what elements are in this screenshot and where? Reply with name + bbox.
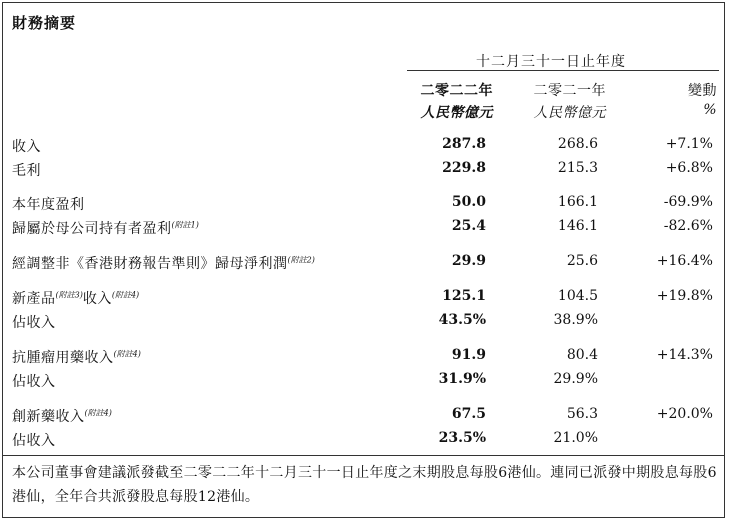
prior-year-value: 21.0% (553, 430, 598, 446)
current-year-value: 125.1 (442, 288, 486, 304)
table-row (0, 430, 723, 452)
prior-year-value: 80.4 (566, 347, 598, 363)
prior-year-value: 56.3 (566, 406, 598, 422)
row-note-2: (附註4) (111, 290, 140, 300)
change-value: +19.8% (656, 288, 713, 304)
table-row (0, 194, 723, 216)
footer-divider (2, 455, 725, 456)
prior-year-value: 25.6 (566, 253, 598, 269)
current-year-value: 29.9 (451, 253, 486, 269)
period-header: 十二月三十一日止年度 (476, 54, 626, 70)
row-label: 經調整非《香港財務報告準則》歸母淨利潤$^{(附註2)}$ (12, 255, 315, 272)
current-year-value: 23.5% (438, 430, 486, 446)
row-note: (附註2) (287, 255, 315, 265)
dividend-note: 本公司董事會建議派發截至二零二二年十二月三十一日止年度之末期股息每股6港仙。連同已派發中期股息每股6港仙，全年合共派發股息每股12港仙。 (12, 465, 717, 505)
current-year-value: 50.0 (451, 194, 486, 210)
change-value: -82.6% (663, 218, 713, 234)
table-row (0, 136, 723, 158)
page-title: 財務摘要 (12, 14, 77, 32)
row-label: 佔收入 (12, 315, 56, 331)
prior-year-value: 268.6 (557, 136, 598, 152)
change-value: +16.4% (656, 253, 713, 269)
current-unit-header: 人民幣億元 (420, 105, 493, 121)
change-value: +7.1% (665, 136, 713, 152)
table-row (0, 218, 723, 240)
table-row (0, 347, 723, 369)
row-note: (附註4) (84, 408, 112, 418)
current-year-value: 91.9 (451, 347, 486, 363)
prior-year-value: 146.1 (557, 218, 598, 234)
row-label: 新產品$^{(附註3)}$收入$^{(附註4)}$ (12, 290, 140, 307)
current-year-value: 287.8 (442, 136, 486, 152)
row-label: 抗腫瘤用藥收入$^{(附註4)}$ (12, 349, 141, 366)
row-label: 佔收入 (12, 374, 56, 390)
table-row (0, 288, 723, 310)
change-value: -69.9% (663, 194, 713, 210)
table-row (0, 371, 723, 393)
current-year-value: 229.8 (442, 160, 486, 176)
row-label: 收入 (12, 139, 41, 155)
prior-year-value: 38.9% (553, 312, 598, 328)
prior-year-value: 104.5 (557, 288, 598, 304)
row-label: 毛利 (12, 163, 41, 179)
table-row (0, 312, 723, 334)
prior-unit-header: 人民幣億元 (533, 105, 606, 121)
row-note: (附註4) (113, 349, 141, 359)
current-year-value: 43.5% (438, 312, 486, 328)
period-underline (407, 70, 719, 71)
row-label: 歸屬於母公司持有者盈利$^{(附註1)}$ (12, 220, 199, 237)
current-year-value: 31.9% (438, 371, 486, 387)
prior-year-value: 29.9% (553, 371, 598, 387)
prior-year-value: 215.3 (557, 160, 598, 176)
current-year-value: 67.5 (451, 406, 486, 422)
row-label: 本年度盈利 (12, 197, 85, 213)
change-value: +14.3% (656, 347, 713, 363)
row-note: (附註3) (55, 290, 83, 300)
current-year-value: 25.4 (451, 218, 486, 234)
change-unit-header: % (703, 102, 717, 118)
change-header: 變動 (688, 83, 717, 99)
row-note: (附註1) (171, 220, 199, 230)
row-label: 創新藥收入$^{(附註4)}$ (12, 408, 112, 425)
table-row (0, 160, 723, 182)
table-row (0, 406, 723, 428)
change-value: +20.0% (656, 406, 713, 422)
prior-year-value: 166.1 (557, 194, 598, 210)
change-value: +6.8% (665, 160, 713, 176)
prior-year-header: 二零二一年 (533, 83, 606, 99)
table-row (0, 253, 723, 275)
row-label: 佔收入 (12, 433, 56, 449)
current-year-header: 二零二二年 (420, 83, 493, 99)
